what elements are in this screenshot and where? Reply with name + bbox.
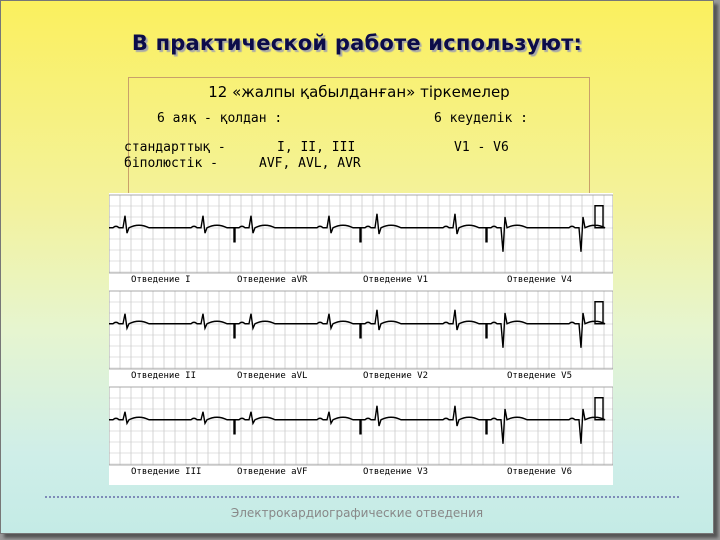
standard-leads-values: I, II, III	[277, 140, 356, 155]
lead-label: Отведение V4	[507, 275, 573, 285]
ecg-strip	[109, 291, 613, 381]
lead-label: Отведение V5	[507, 371, 573, 381]
ecg-trace	[109, 398, 605, 444]
ecg-strip	[109, 387, 613, 477]
unipolar-leads-values: AVF, AVL, AVR	[259, 156, 361, 171]
leads-info-box	[124, 77, 590, 194]
lead-label: Отведение aVR	[237, 275, 308, 285]
ecg-trace	[109, 206, 605, 252]
lead-label: Отведение II	[131, 371, 197, 381]
footer-caption: Электрокардиографические отведения	[230, 506, 484, 520]
leads-subtitle: 12 «жалпы қабылданған» тіркемелер	[208, 83, 510, 101]
ecg-traces	[109, 193, 613, 485]
lead-label: Отведение V1	[363, 275, 429, 285]
unipolar-leads-label: біполюстік -	[124, 156, 218, 171]
slide-title: В практической работе используют:	[131, 31, 583, 55]
limb-leads-header: 6 аяқ - қолдан :	[157, 111, 283, 126]
chest-leads-values: V1 - V6	[454, 140, 509, 155]
ecg-strip	[109, 195, 613, 285]
lead-label: Отведение aVF	[237, 467, 308, 477]
chest-leads-header: 6 кеуделік :	[434, 111, 528, 126]
footer-divider	[45, 496, 679, 498]
lead-label: Отведение V6	[507, 467, 573, 477]
lead-label: Отведение I	[131, 275, 191, 285]
lead-label: Отведение V3	[363, 467, 429, 477]
ecg-strip-image	[109, 193, 613, 485]
lead-label: Отведение III	[131, 467, 202, 477]
standard-leads-label: стандарттық -	[124, 140, 226, 155]
ecg-trace	[109, 302, 605, 348]
lead-label: Отведение aVL	[237, 371, 308, 381]
lead-label: Отведение V2	[363, 371, 429, 381]
